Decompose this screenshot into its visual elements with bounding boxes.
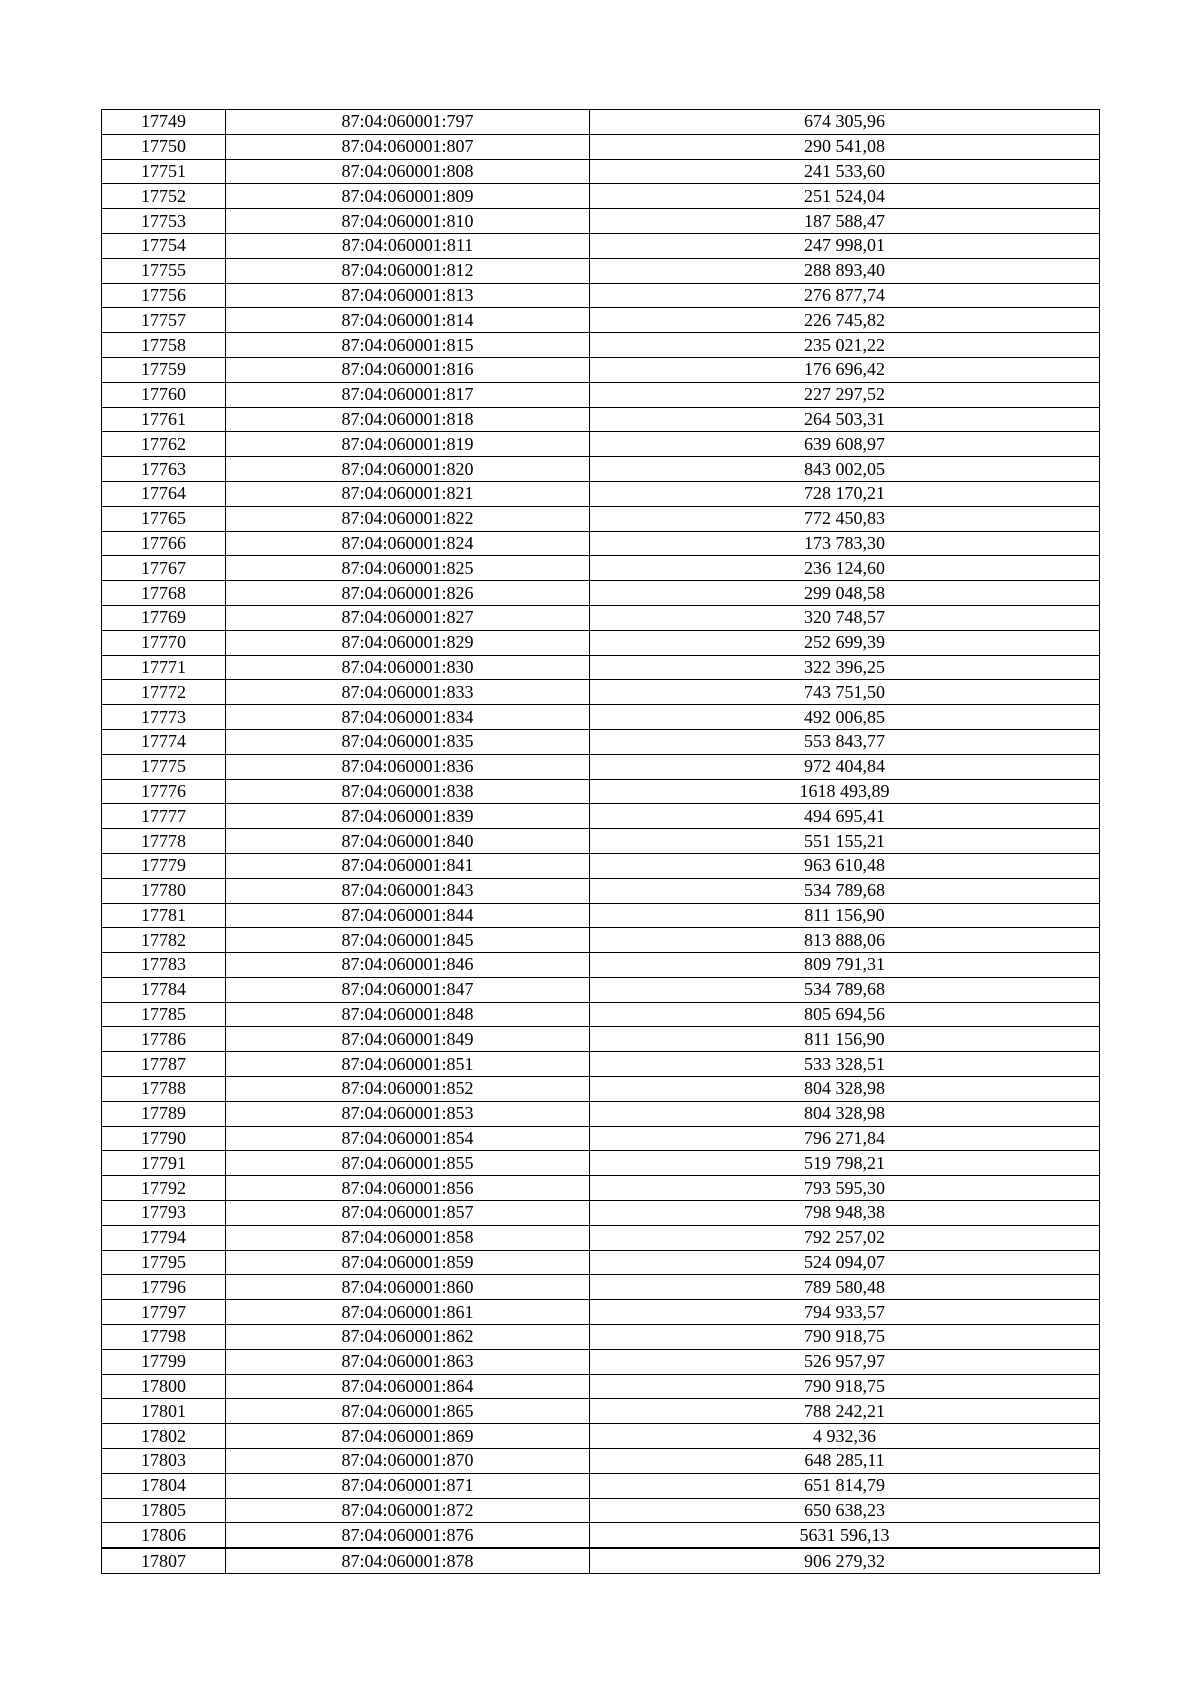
cadastral-value-cell: 534 789,68 [590,878,1100,903]
cadastral-value-cell: 792 257,02 [590,1225,1100,1250]
cadastral-number-cell: 87:04:060001:851 [226,1052,590,1077]
row-number-cell: 17752 [102,184,226,209]
cadastral-value-cell: 276 877,74 [590,283,1100,308]
cadastral-number-cell: 87:04:060001:841 [226,853,590,878]
table-row [102,928,1100,953]
cadastral-number-cell: 87:04:060001:835 [226,729,590,754]
cadastral-number-cell: 87:04:060001:808 [226,159,590,184]
cadastral-value-cell: 290 541,08 [590,134,1100,159]
cadastral-value-cell: 650 638,23 [590,1498,1100,1523]
table-row [102,705,1100,730]
cadastral-number-cell: 87:04:060001:815 [226,333,590,358]
row-number-cell: 17781 [102,903,226,928]
row-number-cell: 17768 [102,581,226,606]
table-row [102,506,1100,531]
cadastral-number-cell: 87:04:060001:844 [226,903,590,928]
table-row [102,1151,1100,1176]
row-number-cell: 17782 [102,928,226,953]
row-number-cell: 17800 [102,1374,226,1399]
row-number-cell: 17750 [102,134,226,159]
cadastral-value-cell: 551 155,21 [590,829,1100,854]
table-row [102,159,1100,184]
table-row [102,1349,1100,1374]
cadastral-value-cell: 728 170,21 [590,481,1100,506]
cadastral-value-cell: 173 783,30 [590,531,1100,556]
row-number-cell: 17760 [102,382,226,407]
row-number-cell: 17761 [102,407,226,432]
table-row [102,1225,1100,1250]
cadastral-value-cell: 972 404,84 [590,754,1100,779]
cadastral-value-cell: 236 124,60 [590,556,1100,581]
cadastral-number-cell: 87:04:060001:820 [226,457,590,482]
cadastral-value-cell: 674 305,96 [590,110,1100,135]
row-number-cell: 17803 [102,1449,226,1474]
cadastral-number-cell: 87:04:060001:870 [226,1449,590,1474]
cadastral-number-cell: 87:04:060001:816 [226,357,590,382]
cadastral-number-cell: 87:04:060001:818 [226,407,590,432]
table-row [102,1523,1100,1548]
cadastral-number-cell: 87:04:060001:861 [226,1300,590,1325]
row-number-cell: 17785 [102,1002,226,1027]
cadastral-number-cell: 87:04:060001:869 [226,1424,590,1449]
cadastral-number-cell: 87:04:060001:811 [226,233,590,258]
row-number-cell: 17764 [102,481,226,506]
row-number-cell: 17756 [102,283,226,308]
cadastral-value-cell: 813 888,06 [590,928,1100,953]
cadastral-number-cell: 87:04:060001:821 [226,481,590,506]
cadastral-number-cell: 87:04:060001:847 [226,977,590,1002]
table-row [102,1077,1100,1102]
row-number-cell: 17779 [102,853,226,878]
cadastral-number-cell: 87:04:060001:848 [226,1002,590,1027]
cadastral-value-cell: 534 789,68 [590,977,1100,1002]
row-number-cell: 17776 [102,779,226,804]
cadastral-number-cell: 87:04:060001:852 [226,1077,590,1102]
cadastral-value-cell: 793 595,30 [590,1176,1100,1201]
row-number-cell: 17753 [102,209,226,234]
cadastral-number-cell: 87:04:060001:827 [226,605,590,630]
table-row [102,655,1100,680]
table-row [102,853,1100,878]
cadastral-value-cell: 247 998,01 [590,233,1100,258]
row-number-cell: 17790 [102,1126,226,1151]
cadastral-value-cell: 639 608,97 [590,432,1100,457]
cadastral-number-cell: 87:04:060001:817 [226,382,590,407]
cadastral-value-cell: 906 279,32 [590,1548,1100,1573]
table-row [102,333,1100,358]
cadastral-number-cell: 87:04:060001:824 [226,531,590,556]
cadastral-number-cell: 87:04:060001:865 [226,1399,590,1424]
table-row [102,1548,1100,1573]
cadastral-number-cell: 87:04:060001:807 [226,134,590,159]
cadastral-value-cell: 322 396,25 [590,655,1100,680]
cadastral-value-cell: 288 893,40 [590,258,1100,283]
row-number-cell: 17807 [102,1548,226,1573]
row-number-cell: 17797 [102,1300,226,1325]
cadastral-value-cell: 519 798,21 [590,1151,1100,1176]
row-number-cell: 17795 [102,1250,226,1275]
cadastral-value-cell: 494 695,41 [590,804,1100,829]
cadastral-number-cell: 87:04:060001:826 [226,581,590,606]
cadastral-value-cell: 187 588,47 [590,209,1100,234]
cadastral-number-cell: 87:04:060001:849 [226,1027,590,1052]
row-number-cell: 17798 [102,1325,226,1350]
cadastral-value-cell: 811 156,90 [590,903,1100,928]
cadastral-number-cell: 87:04:060001:845 [226,928,590,953]
table-row [102,233,1100,258]
table-row [102,977,1100,1002]
cadastral-number-cell: 87:04:060001:843 [226,878,590,903]
cadastral-number-cell: 87:04:060001:829 [226,630,590,655]
cadastral-value-cell: 811 156,90 [590,1027,1100,1052]
row-number-cell: 17749 [102,110,226,135]
row-number-cell: 17765 [102,506,226,531]
cadastral-value-cell: 648 285,11 [590,1449,1100,1474]
table-row [102,110,1100,135]
table-row [102,1101,1100,1126]
table-row [102,407,1100,432]
row-number-cell: 17757 [102,308,226,333]
cadastral-value-cell: 533 328,51 [590,1052,1100,1077]
table-row [102,556,1100,581]
cadastral-value-cell: 553 843,77 [590,729,1100,754]
table-row [102,1126,1100,1151]
table-row [102,605,1100,630]
row-number-cell: 17796 [102,1275,226,1300]
cadastral-number-cell: 87:04:060001:813 [226,283,590,308]
cadastral-number-cell: 87:04:060001:878 [226,1548,590,1573]
table-row [102,531,1100,556]
table-row [102,481,1100,506]
table-row [102,1424,1100,1449]
table-row [102,457,1100,482]
cadastral-value-cell: 794 933,57 [590,1300,1100,1325]
row-number-cell: 17792 [102,1176,226,1201]
cadastral-value-cell: 252 699,39 [590,630,1100,655]
table-row [102,357,1100,382]
cadastral-value-cell: 227 297,52 [590,382,1100,407]
row-number-cell: 17762 [102,432,226,457]
cadastral-number-cell: 87:04:060001:834 [226,705,590,730]
cadastral-value-cell: 226 745,82 [590,308,1100,333]
row-number-cell: 17801 [102,1399,226,1424]
table-row [102,1325,1100,1350]
table-row [102,729,1100,754]
cadastral-value-cell: 805 694,56 [590,1002,1100,1027]
cadastral-value-cell: 743 751,50 [590,680,1100,705]
row-number-cell: 17799 [102,1349,226,1374]
table-row [102,581,1100,606]
table-row [102,680,1100,705]
row-number-cell: 17758 [102,333,226,358]
row-number-cell: 17771 [102,655,226,680]
cadastral-number-cell: 87:04:060001:810 [226,209,590,234]
cadastral-number-cell: 87:04:060001:830 [226,655,590,680]
table-row [102,1399,1100,1424]
table-row [102,1473,1100,1498]
cadastral-number-cell: 87:04:060001:809 [226,184,590,209]
row-number-cell: 17777 [102,804,226,829]
table-row [102,754,1100,779]
cadastral-number-cell: 87:04:060001:846 [226,953,590,978]
cadastral-value-cell: 963 610,48 [590,853,1100,878]
row-number-cell: 17780 [102,878,226,903]
table-row [102,308,1100,333]
table-row [102,1449,1100,1474]
cadastral-number-cell: 87:04:060001:854 [226,1126,590,1151]
row-number-cell: 17793 [102,1201,226,1226]
table-row [102,134,1100,159]
cadastral-value-cell: 251 524,04 [590,184,1100,209]
row-number-cell: 17788 [102,1077,226,1102]
row-number-cell: 17794 [102,1225,226,1250]
table-row [102,953,1100,978]
table-row [102,1374,1100,1399]
table-row [102,184,1100,209]
cadastral-value-cell: 788 242,21 [590,1399,1100,1424]
table-row [102,432,1100,457]
cadastral-number-cell: 87:04:060001:836 [226,754,590,779]
cadastral-value-cell: 299 048,58 [590,581,1100,606]
table-row [102,1002,1100,1027]
cadastral-number-cell: 87:04:060001:871 [226,1473,590,1498]
table-row [102,1300,1100,1325]
row-number-cell: 17804 [102,1473,226,1498]
row-number-cell: 17769 [102,605,226,630]
cadastral-value-cell: 235 021,22 [590,333,1100,358]
cadastral-value-cell: 790 918,75 [590,1325,1100,1350]
cadastral-value-cell: 176 696,42 [590,357,1100,382]
cadastral-number-cell: 87:04:060001:853 [226,1101,590,1126]
table-body [102,110,1100,1574]
cadastral-value-cell: 789 580,48 [590,1275,1100,1300]
cadastral-number-cell: 87:04:060001:857 [226,1201,590,1226]
cadastral-value-cell: 492 006,85 [590,705,1100,730]
cadastral-value-table [101,109,1100,1574]
cadastral-number-cell: 87:04:060001:812 [226,258,590,283]
cadastral-number-cell: 87:04:060001:855 [226,1151,590,1176]
table-row [102,1201,1100,1226]
cadastral-value-cell: 4 932,36 [590,1424,1100,1449]
table-row [102,258,1100,283]
cadastral-number-cell: 87:04:060001:839 [226,804,590,829]
cadastral-value-cell: 843 002,05 [590,457,1100,482]
table-row [102,779,1100,804]
row-number-cell: 17802 [102,1424,226,1449]
cadastral-number-cell: 87:04:060001:872 [226,1498,590,1523]
cadastral-value-cell: 526 957,97 [590,1349,1100,1374]
row-number-cell: 17784 [102,977,226,1002]
cadastral-number-cell: 87:04:060001:838 [226,779,590,804]
row-number-cell: 17754 [102,233,226,258]
table-row [102,1250,1100,1275]
cadastral-value-cell: 804 328,98 [590,1101,1100,1126]
table-row [102,1275,1100,1300]
cadastral-value-cell: 651 814,79 [590,1473,1100,1498]
cadastral-value-cell: 264 503,31 [590,407,1100,432]
cadastral-value-cell: 5631 596,13 [590,1523,1100,1548]
row-number-cell: 17759 [102,357,226,382]
cadastral-value-cell: 790 918,75 [590,1374,1100,1399]
cadastral-value-cell: 1618 493,89 [590,779,1100,804]
row-number-cell: 17767 [102,556,226,581]
row-number-cell: 17783 [102,953,226,978]
row-number-cell: 17805 [102,1498,226,1523]
row-number-cell: 17791 [102,1151,226,1176]
cadastral-number-cell: 87:04:060001:797 [226,110,590,135]
table-row [102,878,1100,903]
table-row [102,283,1100,308]
cadastral-value-cell: 320 748,57 [590,605,1100,630]
cadastral-number-cell: 87:04:060001:864 [226,1374,590,1399]
row-number-cell: 17806 [102,1523,226,1548]
cadastral-number-cell: 87:04:060001:814 [226,308,590,333]
row-number-cell: 17763 [102,457,226,482]
row-number-cell: 17751 [102,159,226,184]
row-number-cell: 17772 [102,680,226,705]
table-row [102,1498,1100,1523]
table-row [102,903,1100,928]
table-row [102,1027,1100,1052]
cadastral-number-cell: 87:04:060001:862 [226,1325,590,1350]
cadastral-value-cell: 796 271,84 [590,1126,1100,1151]
cadastral-number-cell: 87:04:060001:840 [226,829,590,854]
cadastral-number-cell: 87:04:060001:858 [226,1225,590,1250]
row-number-cell: 17789 [102,1101,226,1126]
row-number-cell: 17787 [102,1052,226,1077]
cadastral-value-cell: 241 533,60 [590,159,1100,184]
row-number-cell: 17755 [102,258,226,283]
cadastral-number-cell: 87:04:060001:822 [226,506,590,531]
table-row [102,1052,1100,1077]
cadastral-number-cell: 87:04:060001:863 [226,1349,590,1374]
cadastral-value-cell: 798 948,38 [590,1201,1100,1226]
table-row [102,804,1100,829]
cadastral-value-cell: 772 450,83 [590,506,1100,531]
table-row [102,1176,1100,1201]
cadastral-number-cell: 87:04:060001:876 [226,1523,590,1548]
cadastral-number-cell: 87:04:060001:825 [226,556,590,581]
row-number-cell: 17766 [102,531,226,556]
cadastral-number-cell: 87:04:060001:860 [226,1275,590,1300]
row-number-cell: 17773 [102,705,226,730]
cadastral-number-cell: 87:04:060001:856 [226,1176,590,1201]
table-row [102,630,1100,655]
row-number-cell: 17770 [102,630,226,655]
row-number-cell: 17775 [102,754,226,779]
cadastral-value-cell: 809 791,31 [590,953,1100,978]
cadastral-number-cell: 87:04:060001:819 [226,432,590,457]
row-number-cell: 17778 [102,829,226,854]
cadastral-number-cell: 87:04:060001:859 [226,1250,590,1275]
row-number-cell: 17786 [102,1027,226,1052]
cadastral-number-cell: 87:04:060001:833 [226,680,590,705]
table-row [102,829,1100,854]
cadastral-value-cell: 524 094,07 [590,1250,1100,1275]
cadastral-value-cell: 804 328,98 [590,1077,1100,1102]
table-row [102,382,1100,407]
table-row [102,209,1100,234]
row-number-cell: 17774 [102,729,226,754]
